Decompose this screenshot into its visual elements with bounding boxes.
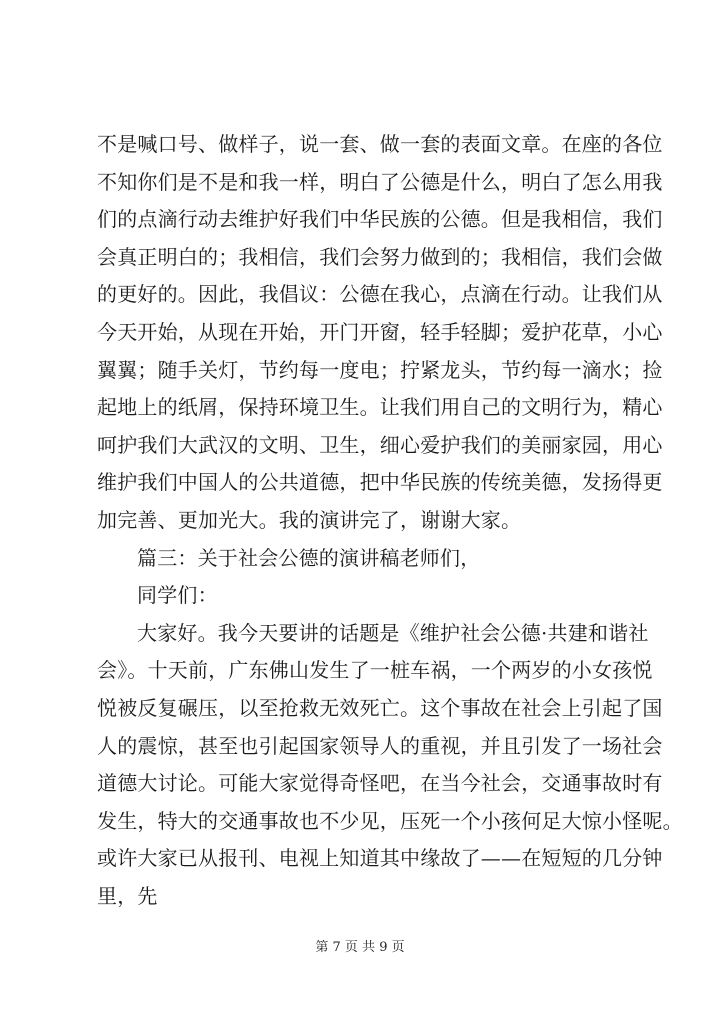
text-line: 今天开始，从现在开始，开门开窗，轻手轻脚；爱护花草，小心: [97, 319, 663, 344]
text-line: 会真正明白的；我相信，我们会努力做到的；我相信，我们会做: [97, 244, 663, 269]
page-number: 第 7 页 共 9 页: [315, 940, 405, 955]
text-line: 起地上的纸屑，保持环境卫生。让我们用自己的文明行为，精心: [97, 395, 663, 420]
text-line: 大家好。我今天要讲的话题是《维护社会公德·共建和谐社: [137, 620, 649, 645]
text-line: 呵护我们大武汉的文明、卫生，细心爱护我们的美丽家园，用心: [97, 432, 663, 457]
text-line: 发生，特大的交通事故也不少见，压死一个小孩何足大惊小怪呢。: [97, 808, 683, 833]
body-text: [97, 126, 683, 915]
text-line: 里，先: [97, 883, 158, 908]
text-line: 不知你们是不是和我一样，明白了公德是什么，明白了怎么用我: [97, 169, 663, 194]
text-line: 加完善、更加光大。我的演讲完了，谢谢大家。: [97, 507, 522, 532]
section-heading: 篇三：关于社会公德的演讲稿老师们，: [137, 545, 481, 570]
text-line: 人的震惊，甚至也引起国家领导人的重视，并且引发了一场社会: [97, 733, 663, 758]
text-line: 道德大讨论。可能大家觉得奇怪吧，在当今社会，交通事故时有: [97, 771, 663, 796]
text-line: 会》。十天前，广东佛山发生了一桩车祸，一个两岁的小女孩悦: [97, 658, 653, 683]
text-line: 们的点滴行动去维护好我们中华民族的公德。但是我相信，我们: [97, 207, 663, 232]
text-line: 不是喊口号、做样子，说一套、做一套的表面文章。在座的各位: [97, 132, 663, 156]
text-line: 或许大家已从报刊、电视上知道其中缘故了——在短短的几分钟: [97, 846, 663, 871]
text-line: 维护我们中国人的公共道德，把中华民族的传统美德，发扬得更: [97, 470, 663, 495]
text-line: 的更好的。因此，我倡议：公德在我心，点滴在行动。让我们从: [97, 282, 663, 307]
text-line: 悦被反复碾压，以至抢救无效死亡。这个事故在社会上引起了国: [97, 695, 663, 720]
text-line: 同学们：: [137, 583, 218, 608]
text-line: 翼翼；随手关灯，节约每一度电；拧紧龙头，节约每一滴水；捡: [97, 357, 663, 382]
